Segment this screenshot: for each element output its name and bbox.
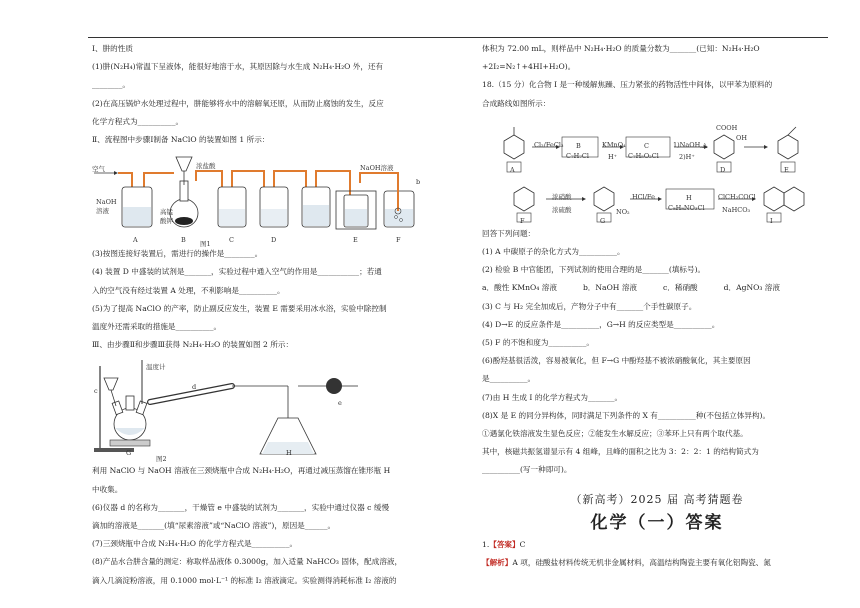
compound-b-formula: C₇H₇Cl	[566, 151, 589, 160]
question-text: (4) D→E 的反应条件是__________，G→H 的反应类型是__________。	[482, 319, 720, 329]
analysis-tag: 【解析】	[482, 557, 513, 567]
condition-6: ClCH₂COCl	[718, 192, 756, 201]
label-air: 空气	[92, 165, 105, 174]
question-text: 利用 NaClO 与 NaOH 溶液在三颈烧瓶中合成 N₂H₄·H₂O，再通过减压蒸馏在锥形瓶 H	[92, 466, 391, 476]
label-hcl: 浓盐酸	[196, 162, 216, 171]
label-c: C	[229, 236, 234, 245]
condition-4: 浓硝酸	[552, 192, 572, 201]
compound-e: E	[784, 165, 789, 174]
question-text: (1)肼(N₂H₄)常温下呈液体，能很好地溶于水，其原因除与水生成 N₂H₄·H₂O 外，还有	[92, 62, 384, 72]
label-e: E	[353, 236, 358, 245]
answer-number: 1.	[482, 539, 490, 549]
section-title: Ⅲ、由步骤Ⅱ和步骤Ⅲ获得 N₂H₄·H₂O 的装置如图 2 所示：	[92, 340, 294, 350]
answer-subtitle: （新高考）2025 届 高考猜题卷	[570, 492, 744, 506]
synthesis-scheme	[482, 115, 832, 223]
label-d: d	[192, 383, 197, 392]
compound-c-formula: C₇H₅O₂Cl	[628, 151, 659, 160]
header-rule	[88, 37, 828, 38]
condition-5: HCl/Fe	[632, 192, 655, 201]
compound-h-label: H	[686, 193, 692, 202]
question-text: (2)在高压锅炉水处理过程中，肼能够将水中的溶解氧还原，从而防止腐蚀的发生，反应	[92, 98, 384, 108]
question-text: 其中，核磁共振氢谱显示有 4 组峰，且峰的面积之比为 3：2：2：1 的结构简式为	[482, 447, 759, 457]
question-text: __________(写一种即可)。	[482, 465, 572, 475]
question-text: (6)仪器 d 的名称为_______，干燥管 e 中盛装的试剂为_______，实验中通过仪器 c 缓慢	[92, 502, 390, 512]
condition-1: Cl₂/FeCl₃	[534, 140, 564, 149]
group-oh: OH	[736, 133, 747, 142]
figure-1-apparatus	[92, 151, 432, 249]
group-no2: NO₂	[616, 207, 630, 216]
label-g: G	[126, 449, 132, 458]
question-text: (5)为了提高 NaClO 的产率，防止副反应发生，装置 E 需要采用冰水浴，实验中除控制	[92, 303, 387, 313]
answer-1	[482, 536, 832, 554]
label-h: H	[286, 449, 292, 458]
condition-6b: NaHCO₃	[722, 205, 751, 214]
figure-2-apparatus	[92, 356, 432, 464]
question-text: 化学方程式为__________。	[92, 116, 184, 126]
analysis-text: A 项，硅酸盐材料传统无机非金属材料，高温结构陶瓷主要有氧化铝陶瓷、氮	[512, 557, 771, 567]
question-text: (4) 装置 D 中盛装的试剂是_______，实验过程中通入空气的作用是___________；若通	[92, 267, 382, 277]
label-kmno4-2: 酸钾	[160, 217, 173, 226]
label-naoh-a: NaOH	[96, 198, 117, 207]
question-text: 中收集。	[92, 484, 123, 494]
label-d: D	[271, 236, 277, 245]
right-column	[482, 40, 832, 572]
section-title: Ⅰ、肼的性质	[92, 44, 133, 53]
question-text: 回答下列问题：	[482, 228, 536, 238]
condition-2b: H⁺	[608, 152, 618, 161]
option-c: c．稀硝酸	[663, 283, 698, 293]
question-text: (5) F 的不饱和度为__________。	[482, 338, 594, 348]
label-f: F	[396, 236, 401, 245]
left-column	[92, 40, 437, 590]
figure-1-caption: 图1	[200, 240, 211, 249]
label-a: A	[133, 236, 138, 245]
question-text: +2I₂=N₂↑+4HI+H₂O)。	[482, 62, 576, 72]
compound-a: A	[510, 165, 515, 174]
question-text: ________。	[92, 80, 130, 90]
figure-2-drawing	[92, 356, 432, 460]
option-d: d．AgNO₃ 溶液	[723, 283, 780, 293]
compound-h-formula: C₈H₈NO₃Cl	[668, 203, 705, 212]
question-text: (8)X 是 E 的同分异构体，同时满足下列条件的 X 有__________种(不包括立体异构)。	[482, 410, 771, 420]
answer-tag: 【答案】	[489, 539, 520, 549]
question-text: 是__________。	[482, 374, 536, 384]
question-text: (7)三颈烧瓶中合成 N₂H₄·H₂O 的化学方程式是__________。	[92, 539, 298, 549]
question-text: (3)按图连接好装置后，需进行的操作是________。	[92, 249, 263, 259]
label-b: b	[416, 178, 421, 187]
compound-b-label: B	[576, 141, 581, 150]
group-cooh: COOH	[716, 123, 738, 132]
answer-title: 化学（一）答案	[590, 512, 724, 533]
question-text: 温度外还需采取的措施是__________。	[92, 322, 222, 332]
question-text: (3) C 与 H₂ 完全加成后，产物分子中有_______个手性碳原子。	[482, 301, 697, 311]
compound-c-label: C	[644, 141, 649, 150]
condition-3: 1)NaOH,△	[673, 140, 708, 149]
compound-d: D	[720, 165, 726, 174]
condition-2: KMnO₄	[602, 140, 626, 149]
label-e: e	[338, 399, 342, 408]
question-text: ①遇氯化铁溶液发生显色反应；②能发生水解反应；③苯环上只有两个取代基。	[482, 429, 748, 439]
question-text: 滴加的溶液是_______(填“尿素溶液”或“NaClO 溶液”)，原因是______。	[92, 521, 336, 531]
figure-2-caption: 图2	[156, 455, 167, 464]
synthesis-scheme-drawing	[482, 115, 832, 223]
condition-3b: 2)H⁺	[679, 152, 695, 161]
label-naoh-a2: 溶液	[96, 207, 109, 216]
question-text: (6)酚羟基很活泼，容易被氧化，但 F→G 中酚羟基不被浓硝酸氧化，其主要原因	[482, 356, 751, 366]
condition-4b: 浓硫酸	[552, 205, 572, 214]
question-text: 滴入几滴淀粉溶液，用 0.1000 mol·L⁻¹ 的标准 I₂ 溶液滴定。实验测得消耗标准 I₂ 溶液的	[92, 575, 397, 585]
question-text: 体积为 72.00 mL，则样品中 N₂H₄·H₂O 的质量分数为_______(已知：N₂H₄·H₂O	[482, 44, 760, 53]
compound-i: I	[770, 216, 773, 225]
compound-g: G	[600, 216, 606, 225]
question-text: (1) A 中碳原子的杂化方式为__________。	[482, 247, 625, 257]
compound-f: F	[520, 216, 525, 225]
section-title: Ⅱ、流程图中步骤Ⅰ制备 NaClO 的装置如图 1 所示：	[92, 135, 270, 145]
option-list	[482, 279, 832, 297]
option-b: b．NaOH 溶液	[582, 283, 638, 293]
option-a: a．酸性 KMnO₄ 溶液	[482, 283, 557, 293]
question-text: 入的空气没有经过装置 A 处理，不利影响是__________。	[92, 285, 285, 295]
analysis-1	[482, 554, 832, 572]
label-naoh-e: NaOH溶液	[360, 164, 394, 173]
question-text: 合成路线如图所示：	[482, 98, 551, 108]
label-thermometer: 温度计	[146, 363, 166, 372]
label-kmno4: 高锰	[160, 208, 173, 217]
answer-value: C	[519, 539, 526, 549]
question-text: (7)由 H 生成 I 的化学方程式为_______。	[482, 392, 623, 402]
label-c: c	[94, 387, 98, 396]
question-text: (2) 检验 B 中官能团，下列试剂的使用合理的是_______(填标号)。	[482, 265, 706, 275]
label-B: B	[181, 236, 186, 245]
question-18-title: 18.（15 分）化合物 I 是一种缓解焦躁、压力紧张的药物活性中间体，以甲苯为原料的	[482, 80, 773, 90]
question-text: (8)产品水合肼含量的测定：称取样品液体 0.3000g，加入适量 NaHCO₃ 固体，配成溶液，	[92, 557, 403, 567]
